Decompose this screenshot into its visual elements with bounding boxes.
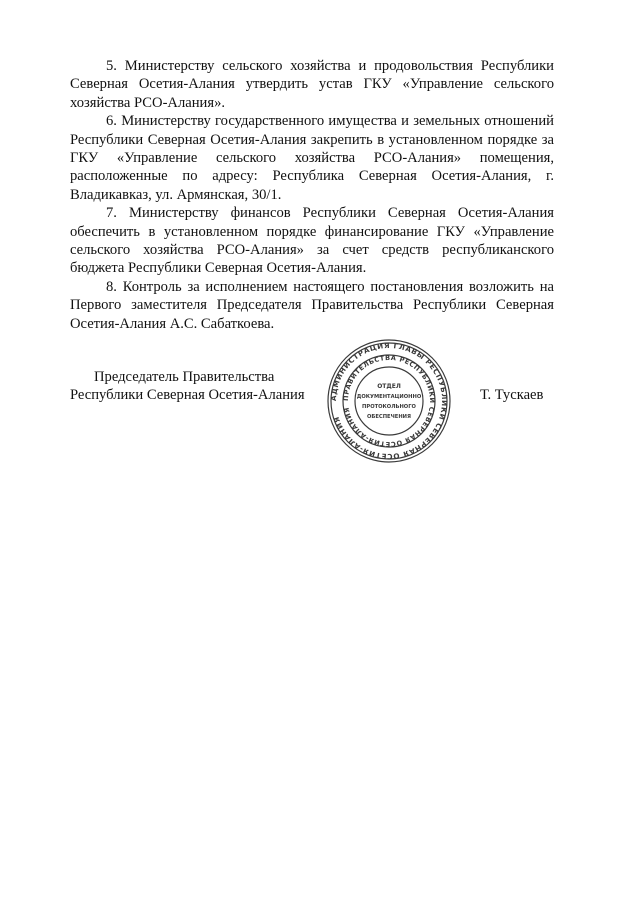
official-seal-stamp [326,338,452,464]
seal-graphic [326,338,452,464]
signatory-title-line-1: Председатель Правительства [94,369,275,385]
signatory-title [70,368,305,405]
paragraph-item-5: 5. Министерству сельского хозяйства и продовольствия Республики Северная Осетия-Алания утвердить устав ГКУ «Управление сельского хозяйства РСО-Алания». [70,58,554,111]
seal-center-line-2: ДОКУМЕНТАЦИОННО [356,394,422,400]
seal-outer-text: АДМИНИСТРАЦИЯ ГЛАВЫ РЕСПУБЛИКИ СЕВЕРНАЯ ОСЕТИЯ-АЛАНИЯ [328,340,450,462]
signatory-name: Т. Тускаев [480,387,544,403]
seal-inner-ring [355,367,423,435]
paragraph-item-8: 8. Контроль за исполнением настоящего постановления возложить на Первого заместителя Председателя Правительства Республики Северная Осетия-Алания А.С. Сабаткоева. [70,278,554,332]
paragraph-item-6: 6. Министерству государственного имущества и земельных отношений Республики Северная Осетия-Алания закрепить в установленном порядке за ГКУ «Управление сельского хозяйства РСО-Алания» помещения, расположенные по адресу: Республика Северная Осетия-Алания, г. Владикавказ, ул. Армянская, 30/1. [70,113,554,203]
seal-center-line-1: ОТДЕЛ [377,383,401,390]
seal-center-line-3: ПРОТОКОЛЬНОГО [362,404,416,410]
document-body [70,57,554,333]
paragraph-item-7: 7. Министерству финансов Республики Северная Осетия-Алания обеспечить в установленном порядке финансирование ГКУ «Управление сельского хозяйства РСО-Алания» за счет средств республиканского бюджета Республики Северная Осетия-Алания. [70,205,554,277]
seal-center-line-4: ОБЕСПЕЧЕНИЯ [366,414,412,420]
signatory-title-line-2: Республики Северная Осетия-Алания [70,387,305,404]
seal-inner-text: ПРАВИТЕЛЬСТВА РЕСПУБЛИКИ СЕВЕРНАЯ ОСЕТИЯ-АЛАНИЯ [341,353,437,449]
